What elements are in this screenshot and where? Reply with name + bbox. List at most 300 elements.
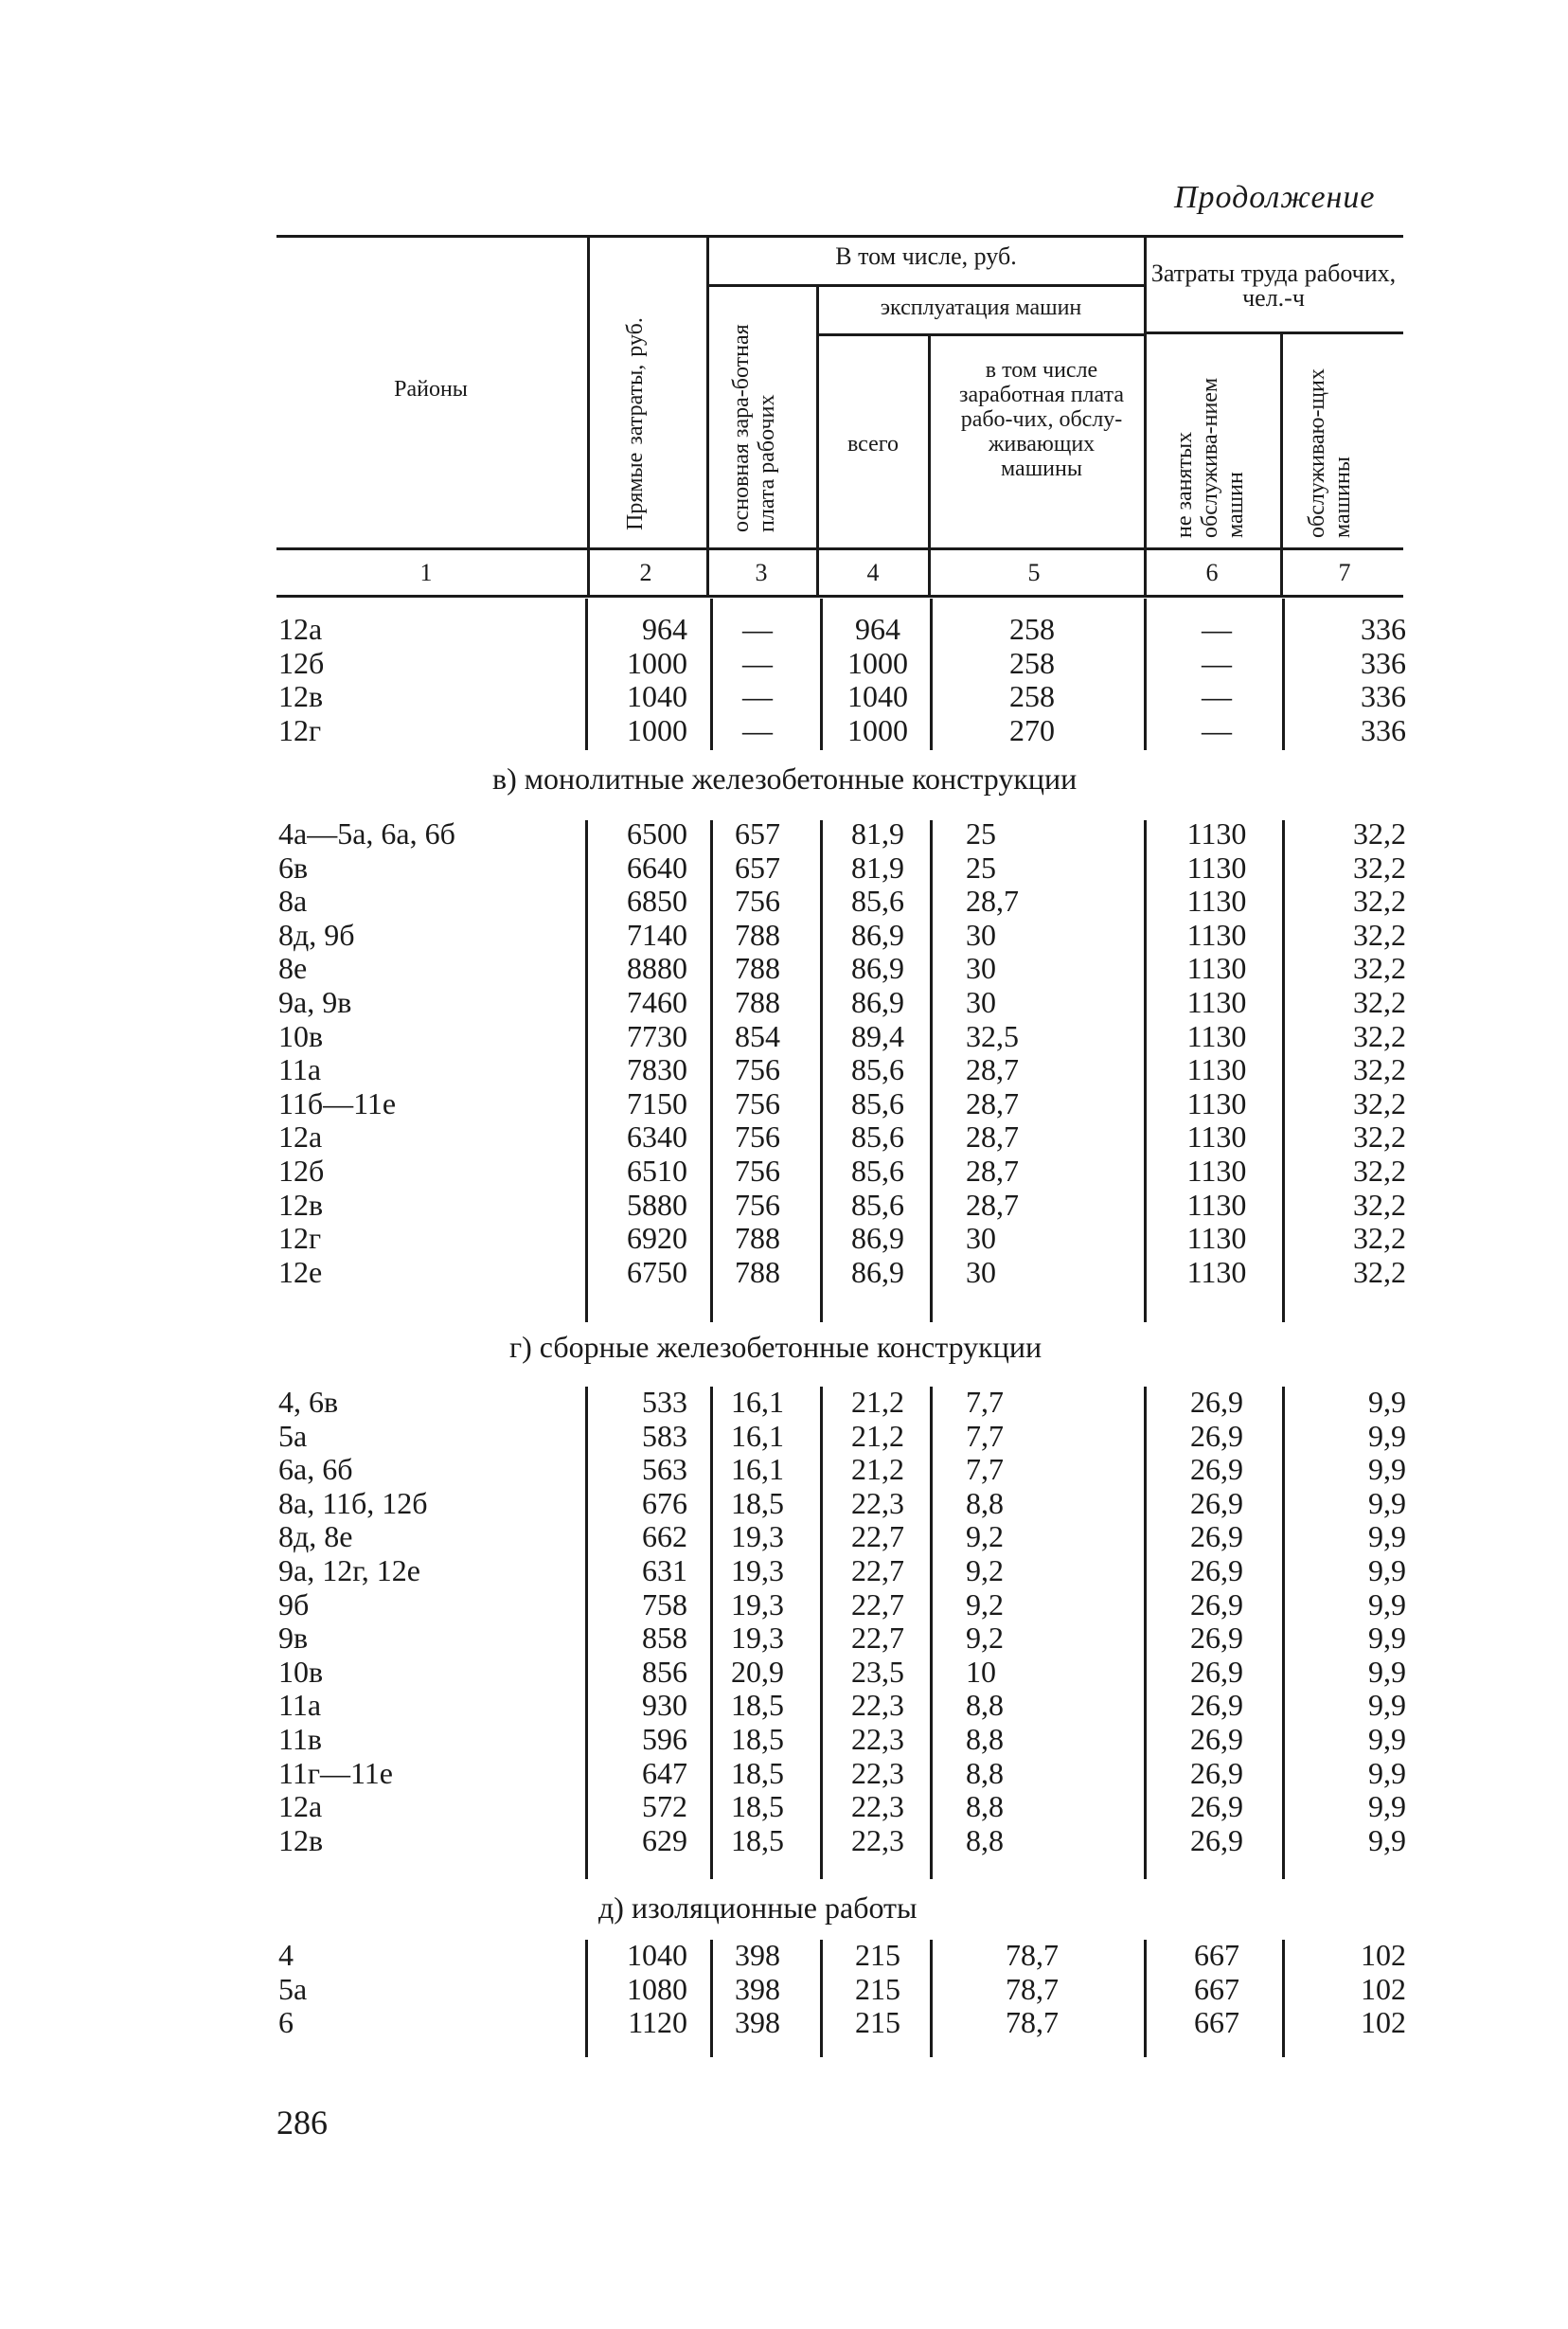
district-cell: 12в	[278, 1822, 324, 1857]
labor-not-servicing-cell: —	[1202, 645, 1232, 680]
labor-servicing-cell: 9,9	[1368, 1485, 1406, 1520]
machine-total-cell: 86,9	[851, 951, 904, 986]
machine-total-cell: 85,6	[851, 1187, 904, 1222]
table-row	[0, 1452, 1568, 1486]
district-cell: 10в	[278, 1018, 324, 1053]
labor-servicing-cell: 32,2	[1353, 951, 1406, 986]
labor-not-servicing-cell: 26,9	[1190, 1822, 1243, 1857]
labor-servicing-cell: 32,2	[1353, 884, 1406, 919]
colnum-4: 4	[866, 559, 880, 586]
direct-costs-cell: 6920	[627, 1221, 687, 1256]
table-row	[0, 1972, 1568, 2006]
base-wage-cell: 788	[735, 985, 780, 1019]
labor-not-servicing-cell: 1130	[1186, 1120, 1247, 1155]
table-row	[0, 884, 1568, 918]
base-wage-cell: 18,5	[731, 1688, 784, 1723]
labor-servicing-cell: 336	[1361, 679, 1406, 713]
labor-not-servicing-cell: 26,9	[1190, 1418, 1243, 1453]
base-wage-cell: 398	[735, 2005, 780, 2039]
header-divider-4	[928, 335, 931, 595]
table-row	[0, 1621, 1568, 1655]
labor-servicing-cell: 32,2	[1353, 985, 1406, 1019]
labor-not-servicing-cell: —	[1202, 712, 1232, 747]
base-wage-cell: 854	[735, 1018, 780, 1053]
machine-wage-cell: 30	[966, 1254, 996, 1289]
base-wage-cell: 16,1	[731, 1385, 784, 1419]
colnum-6: 6	[1205, 559, 1219, 586]
table-row	[0, 1587, 1568, 1621]
district-cell: 6а, 6б	[278, 1452, 353, 1487]
labor-servicing-cell: 9,9	[1368, 1553, 1406, 1587]
direct-costs-cell: 8880	[627, 951, 687, 986]
machine-wage-cell: 9,2	[966, 1621, 1004, 1656]
machine-wage-cell: 8,8	[966, 1755, 1004, 1790]
labor-servicing-cell: 9,9	[1368, 1452, 1406, 1487]
machine-wage-cell: 10	[966, 1654, 996, 1689]
machine-wage-cell: 28,7	[966, 1120, 1019, 1155]
labor-servicing-cell: 32,2	[1353, 850, 1406, 885]
direct-costs-cell: 5880	[627, 1187, 687, 1222]
direct-costs-cell: 572	[642, 1789, 687, 1824]
colnum-7: 7	[1338, 559, 1351, 586]
base-wage-cell: 788	[735, 917, 780, 952]
machine-wage-cell: 7,7	[966, 1385, 1004, 1419]
direct-costs-cell: 629	[642, 1822, 687, 1857]
machine-total-cell: 215	[855, 2005, 900, 2039]
labor-not-servicing-cell: —	[1202, 679, 1232, 713]
labor-not-servicing-cell: —	[1202, 612, 1232, 646]
base-wage-cell: —	[742, 679, 773, 713]
district-cell: 12в	[278, 1187, 324, 1222]
machine-wage-cell: 28,7	[966, 1085, 1019, 1120]
machine-wage-cell: 78,7	[1006, 1938, 1059, 1972]
header-divider-6	[1280, 333, 1283, 595]
labor-servicing-cell: 336	[1361, 712, 1406, 747]
base-wage-cell: 788	[735, 951, 780, 986]
machine-wage-cell: 30	[966, 985, 996, 1019]
direct-costs-cell: 647	[642, 1755, 687, 1790]
colnum-2: 2	[639, 559, 652, 586]
machine-wage-cell: 30	[966, 917, 996, 952]
machine-total-cell: 215	[855, 1971, 900, 2006]
section-title-g: г) сборные железобетонные конструкции	[509, 1330, 1042, 1364]
district-cell: 12е	[278, 1254, 323, 1289]
direct-costs-cell: 6640	[627, 850, 687, 885]
table-row	[0, 1789, 1568, 1823]
labor-servicing-cell: 9,9	[1368, 1418, 1406, 1453]
table-row	[0, 679, 1568, 713]
direct-costs-cell: 964	[642, 612, 687, 646]
direct-costs-cell: 662	[642, 1519, 687, 1554]
base-wage-cell: 756	[735, 884, 780, 919]
labor-not-servicing-cell: 26,9	[1190, 1553, 1243, 1587]
labor-servicing-cell: 32,2	[1353, 1254, 1406, 1289]
continuation-label: Продолжение	[1174, 180, 1376, 215]
table-row	[0, 1052, 1568, 1086]
labor-servicing-cell: 336	[1361, 645, 1406, 680]
labor-not-servicing-cell: 1130	[1186, 1085, 1247, 1120]
direct-costs-cell: 583	[642, 1418, 687, 1453]
district-cell: 5а	[278, 1418, 308, 1453]
district-cell: 12в	[278, 679, 324, 713]
labor-not-servicing-cell: 26,9	[1190, 1654, 1243, 1689]
machine-total-cell: 22,7	[851, 1621, 904, 1656]
header-rule-machines	[816, 333, 1144, 336]
table-row	[0, 1120, 1568, 1154]
machine-total-cell: 21,2	[851, 1385, 904, 1419]
base-wage-cell: 19,3	[731, 1621, 784, 1656]
colnum-5: 5	[1027, 559, 1041, 586]
labor-not-servicing-cell: 26,9	[1190, 1519, 1243, 1554]
header-machine-operation: эксплуатация машин	[880, 296, 1082, 320]
district-cell: 6	[278, 2005, 294, 2039]
machine-total-cell: 85,6	[851, 884, 904, 919]
district-cell: 9а, 12г, 12е	[278, 1553, 420, 1587]
machine-wage-cell: 270	[1009, 712, 1055, 747]
district-cell: 10в	[278, 1654, 324, 1689]
labor-servicing-cell: 336	[1361, 612, 1406, 646]
district-cell: 11в	[278, 1722, 322, 1756]
table-row	[0, 646, 1568, 680]
direct-costs-cell: 1040	[627, 1938, 687, 1972]
base-wage-cell: 18,5	[731, 1755, 784, 1790]
table-top-rule	[276, 235, 1403, 238]
labor-not-servicing-cell: 667	[1194, 1971, 1239, 2006]
district-cell: 9б	[278, 1586, 310, 1621]
district-cell: 9в	[278, 1621, 309, 1656]
table-row	[0, 816, 1568, 851]
machine-total-cell: 22,7	[851, 1519, 904, 1554]
header-bottom-rule	[276, 547, 1403, 550]
labor-not-servicing-cell: 667	[1194, 2005, 1239, 2039]
district-cell: 6в	[278, 850, 309, 885]
district-cell: 12г	[278, 712, 322, 747]
machine-wage-cell: 258	[1009, 645, 1055, 680]
machine-wage-cell: 8,8	[966, 1722, 1004, 1756]
labor-servicing-cell: 9,9	[1368, 1688, 1406, 1723]
district-cell: 12а	[278, 1120, 323, 1155]
table-row	[0, 713, 1568, 747]
machine-wage-cell: 25	[966, 850, 996, 885]
machine-total-cell: 22,3	[851, 1722, 904, 1756]
header-servicing: обслуживаю-щих машины	[1305, 368, 1355, 538]
machine-total-cell: 23,5	[851, 1654, 904, 1689]
base-wage-cell: 398	[735, 1971, 780, 2006]
page-number: 286	[276, 2104, 328, 2141]
district-cell: 9а, 9в	[278, 985, 352, 1019]
base-wage-cell: 788	[735, 1254, 780, 1289]
labor-servicing-cell: 102	[1361, 2005, 1406, 2039]
table-row	[0, 1221, 1568, 1255]
machine-total-cell: 22,3	[851, 1822, 904, 1857]
direct-costs-cell: 676	[642, 1485, 687, 1520]
district-cell: 12б	[278, 1154, 325, 1188]
machine-wage-cell: 30	[966, 1221, 996, 1256]
direct-costs-cell: 1040	[627, 679, 687, 713]
labor-servicing-cell: 32,2	[1353, 1120, 1406, 1155]
labor-servicing-cell: 9,9	[1368, 1755, 1406, 1790]
table-row	[0, 1655, 1568, 1689]
table-row	[0, 1938, 1568, 1972]
machine-total-cell: 81,9	[851, 816, 904, 851]
labor-not-servicing-cell: 1130	[1186, 850, 1247, 885]
machine-wage-cell: 28,7	[966, 884, 1019, 919]
header-divider-5	[1144, 237, 1147, 595]
machine-total-cell: 1040	[847, 679, 908, 713]
machine-total-cell: 22,3	[851, 1485, 904, 1520]
machine-total-cell: 22,3	[851, 1789, 904, 1824]
labor-not-servicing-cell: 26,9	[1190, 1586, 1243, 1621]
district-cell: 11а	[278, 1688, 322, 1723]
machine-wage-cell: 78,7	[1006, 2005, 1059, 2039]
base-wage-cell: 18,5	[731, 1789, 784, 1824]
machine-wage-cell: 8,8	[966, 1789, 1004, 1824]
header-total: всего	[846, 432, 900, 457]
machine-wage-cell: 78,7	[1006, 1971, 1059, 2006]
labor-servicing-cell: 102	[1361, 1938, 1406, 1972]
direct-costs-cell: 631	[642, 1553, 687, 1587]
machine-wage-cell: 8,8	[966, 1485, 1004, 1520]
district-cell: 4	[278, 1938, 294, 1972]
base-wage-cell: 20,9	[731, 1654, 784, 1689]
table-row	[0, 612, 1568, 646]
direct-costs-cell: 758	[642, 1586, 687, 1621]
labor-servicing-cell: 32,2	[1353, 1018, 1406, 1053]
machine-wage-cell: 258	[1009, 612, 1055, 646]
labor-servicing-cell: 32,2	[1353, 1187, 1406, 1222]
machine-wage-cell: 25	[966, 816, 996, 851]
header-rule-incl	[708, 284, 1144, 287]
base-wage-cell: —	[742, 612, 773, 646]
machine-wage-cell: 7,7	[966, 1418, 1004, 1453]
labor-servicing-cell: 9,9	[1368, 1654, 1406, 1689]
base-wage-cell: 756	[735, 1085, 780, 1120]
base-wage-cell: 756	[735, 1187, 780, 1222]
base-wage-cell: 657	[735, 816, 780, 851]
district-cell: 11г—11е	[278, 1755, 393, 1790]
machine-wage-cell: 28,7	[966, 1052, 1019, 1087]
table-row	[0, 985, 1568, 1019]
colnum-3: 3	[755, 559, 768, 586]
table-row	[0, 1519, 1568, 1553]
base-wage-cell: 16,1	[731, 1452, 784, 1487]
header-divider-2	[706, 237, 709, 595]
direct-costs-cell: 858	[642, 1621, 687, 1656]
district-cell: 4, 6в	[278, 1385, 339, 1419]
table-row	[0, 2005, 1568, 2039]
machine-total-cell: 1000	[847, 712, 908, 747]
machine-wage-cell: 9,2	[966, 1586, 1004, 1621]
district-cell: 4а—5а, 6а, 6б	[278, 816, 455, 851]
base-wage-cell: 657	[735, 850, 780, 885]
table-row	[0, 1154, 1568, 1188]
labor-not-servicing-cell: 1130	[1186, 816, 1247, 851]
machine-total-cell: 89,4	[851, 1018, 904, 1053]
base-wage-cell: —	[742, 645, 773, 680]
labor-servicing-cell: 9,9	[1368, 1822, 1406, 1857]
machine-total-cell: 85,6	[851, 1154, 904, 1188]
base-wage-cell: 756	[735, 1154, 780, 1188]
district-cell: 12б	[278, 645, 325, 680]
table-row	[0, 918, 1568, 952]
labor-not-servicing-cell: 26,9	[1190, 1452, 1243, 1487]
machine-wage-cell: 8,8	[966, 1688, 1004, 1723]
district-cell: 11а	[278, 1052, 322, 1087]
labor-servicing-cell: 32,2	[1353, 1052, 1406, 1087]
header-districts: Районы	[394, 377, 468, 402]
district-cell: 8а	[278, 884, 308, 919]
table-row	[0, 1255, 1568, 1289]
direct-costs-cell: 533	[642, 1385, 687, 1419]
base-wage-cell: 18,5	[731, 1485, 784, 1520]
header-labor-costs: Затраты труда рабочих, чел.-ч	[1150, 260, 1397, 312]
machine-wage-cell: 32,5	[966, 1018, 1019, 1053]
machine-total-cell: 1000	[847, 645, 908, 680]
table-row	[0, 1688, 1568, 1722]
labor-not-servicing-cell: 1130	[1186, 1254, 1247, 1289]
direct-costs-cell: 930	[642, 1688, 687, 1723]
table-row	[0, 1419, 1568, 1453]
header-incl-wage-machine-workers: в том числе заработная плата рабо-чих, обслу-живающих машины	[959, 358, 1124, 481]
colnum-bottom-rule	[276, 595, 1403, 598]
section-title-d: д) изоляционные работы	[598, 1890, 918, 1925]
labor-not-servicing-cell: 1130	[1186, 1221, 1247, 1256]
direct-costs-cell: 7140	[627, 917, 687, 952]
district-cell: 8д, 8е	[278, 1519, 353, 1554]
header-incl-rub: В том числе, руб.	[835, 242, 1017, 270]
base-wage-cell: 18,5	[731, 1822, 784, 1857]
labor-not-servicing-cell: 26,9	[1190, 1789, 1243, 1824]
table-row	[0, 1486, 1568, 1520]
labor-not-servicing-cell: 26,9	[1190, 1722, 1243, 1756]
base-wage-cell: —	[742, 712, 773, 747]
machine-wage-cell: 9,2	[966, 1553, 1004, 1587]
direct-costs-cell: 6500	[627, 816, 687, 851]
machine-wage-cell: 30	[966, 951, 996, 986]
labor-not-servicing-cell: 667	[1194, 1938, 1239, 1972]
district-cell: 12г	[278, 1221, 322, 1256]
labor-servicing-cell: 32,2	[1353, 917, 1406, 952]
labor-servicing-cell: 9,9	[1368, 1722, 1406, 1756]
labor-not-servicing-cell: 1130	[1186, 1018, 1247, 1053]
machine-total-cell: 81,9	[851, 850, 904, 885]
base-wage-cell: 398	[735, 1938, 780, 1972]
base-wage-cell: 756	[735, 1052, 780, 1087]
machine-total-cell: 215	[855, 1938, 900, 1972]
district-cell: 5а	[278, 1971, 308, 2006]
labor-servicing-cell: 32,2	[1353, 1221, 1406, 1256]
labor-servicing-cell: 32,2	[1353, 1154, 1406, 1188]
machine-total-cell: 85,6	[851, 1120, 904, 1155]
labor-not-servicing-cell: 1130	[1186, 1187, 1247, 1222]
base-wage-cell: 19,3	[731, 1586, 784, 1621]
machine-wage-cell: 258	[1009, 679, 1055, 713]
labor-not-servicing-cell: 1130	[1186, 1154, 1247, 1188]
table-row	[0, 1188, 1568, 1222]
base-wage-cell: 16,1	[731, 1418, 784, 1453]
table-row	[0, 1385, 1568, 1419]
direct-costs-cell: 1080	[627, 1971, 687, 2006]
header-divider-3	[816, 286, 819, 595]
table-row	[0, 1553, 1568, 1587]
machine-total-cell: 22,3	[851, 1755, 904, 1790]
labor-servicing-cell: 102	[1361, 1971, 1406, 2006]
labor-servicing-cell: 32,2	[1353, 816, 1406, 851]
direct-costs-cell: 563	[642, 1452, 687, 1487]
base-wage-cell: 19,3	[731, 1519, 784, 1554]
header-rule-labor	[1146, 331, 1403, 334]
machine-total-cell: 86,9	[851, 985, 904, 1019]
direct-costs-cell: 596	[642, 1722, 687, 1756]
labor-not-servicing-cell: 1130	[1186, 884, 1247, 919]
direct-costs-cell: 856	[642, 1654, 687, 1689]
machine-wage-cell: 28,7	[966, 1187, 1019, 1222]
labor-not-servicing-cell: 26,9	[1190, 1621, 1243, 1656]
machine-total-cell: 21,2	[851, 1418, 904, 1453]
labor-servicing-cell: 9,9	[1368, 1519, 1406, 1554]
header-not-servicing: не занятых обслужива-нием машин	[1172, 377, 1248, 538]
district-cell: 8а, 11б, 12б	[278, 1485, 428, 1520]
machine-wage-cell: 7,7	[966, 1452, 1004, 1487]
base-wage-cell: 19,3	[731, 1553, 784, 1587]
machine-total-cell: 86,9	[851, 917, 904, 952]
section-title-v: в) монолитные железобетонные конструкции	[492, 761, 1078, 796]
machine-total-cell: 22,7	[851, 1586, 904, 1621]
machine-total-cell: 85,6	[851, 1085, 904, 1120]
direct-costs-cell: 6750	[627, 1254, 687, 1289]
district-cell: 8е	[278, 951, 308, 986]
labor-not-servicing-cell: 1130	[1186, 985, 1247, 1019]
table-row	[0, 1722, 1568, 1756]
table-row	[0, 1086, 1568, 1120]
table-row	[0, 1756, 1568, 1790]
direct-costs-cell: 7830	[627, 1052, 687, 1087]
machine-total-cell: 21,2	[851, 1452, 904, 1487]
district-cell: 8д, 9б	[278, 917, 355, 952]
machine-wage-cell: 9,2	[966, 1519, 1004, 1554]
table-row	[0, 851, 1568, 885]
labor-not-servicing-cell: 1130	[1186, 1052, 1247, 1087]
direct-costs-cell: 6850	[627, 884, 687, 919]
machine-total-cell: 86,9	[851, 1254, 904, 1289]
machine-total-cell: 964	[855, 612, 900, 646]
machine-total-cell: 86,9	[851, 1221, 904, 1256]
machine-total-cell: 85,6	[851, 1052, 904, 1087]
labor-not-servicing-cell: 26,9	[1190, 1385, 1243, 1419]
labor-not-servicing-cell: 26,9	[1190, 1485, 1243, 1520]
labor-servicing-cell: 32,2	[1353, 1085, 1406, 1120]
direct-costs-cell: 6510	[627, 1154, 687, 1188]
colnum-1: 1	[419, 559, 433, 586]
district-cell: 12а	[278, 1789, 323, 1824]
direct-costs-cell: 7150	[627, 1085, 687, 1120]
header-base-wage: основная зара-ботная плата рабочих	[729, 324, 779, 532]
labor-servicing-cell: 9,9	[1368, 1621, 1406, 1656]
labor-not-servicing-cell: 26,9	[1190, 1755, 1243, 1790]
direct-costs-cell: 7730	[627, 1018, 687, 1053]
table-row	[0, 1019, 1568, 1053]
base-wage-cell: 756	[735, 1120, 780, 1155]
header-direct-costs: Прямые затраты, руб.	[623, 317, 648, 530]
labor-not-servicing-cell: 26,9	[1190, 1688, 1243, 1723]
direct-costs-cell: 1000	[627, 645, 687, 680]
machine-wage-cell: 28,7	[966, 1154, 1019, 1188]
labor-servicing-cell: 9,9	[1368, 1789, 1406, 1824]
district-cell: 11б—11е	[278, 1085, 397, 1120]
base-wage-cell: 18,5	[731, 1722, 784, 1756]
machine-wage-cell: 8,8	[966, 1822, 1004, 1857]
labor-servicing-cell: 9,9	[1368, 1586, 1406, 1621]
